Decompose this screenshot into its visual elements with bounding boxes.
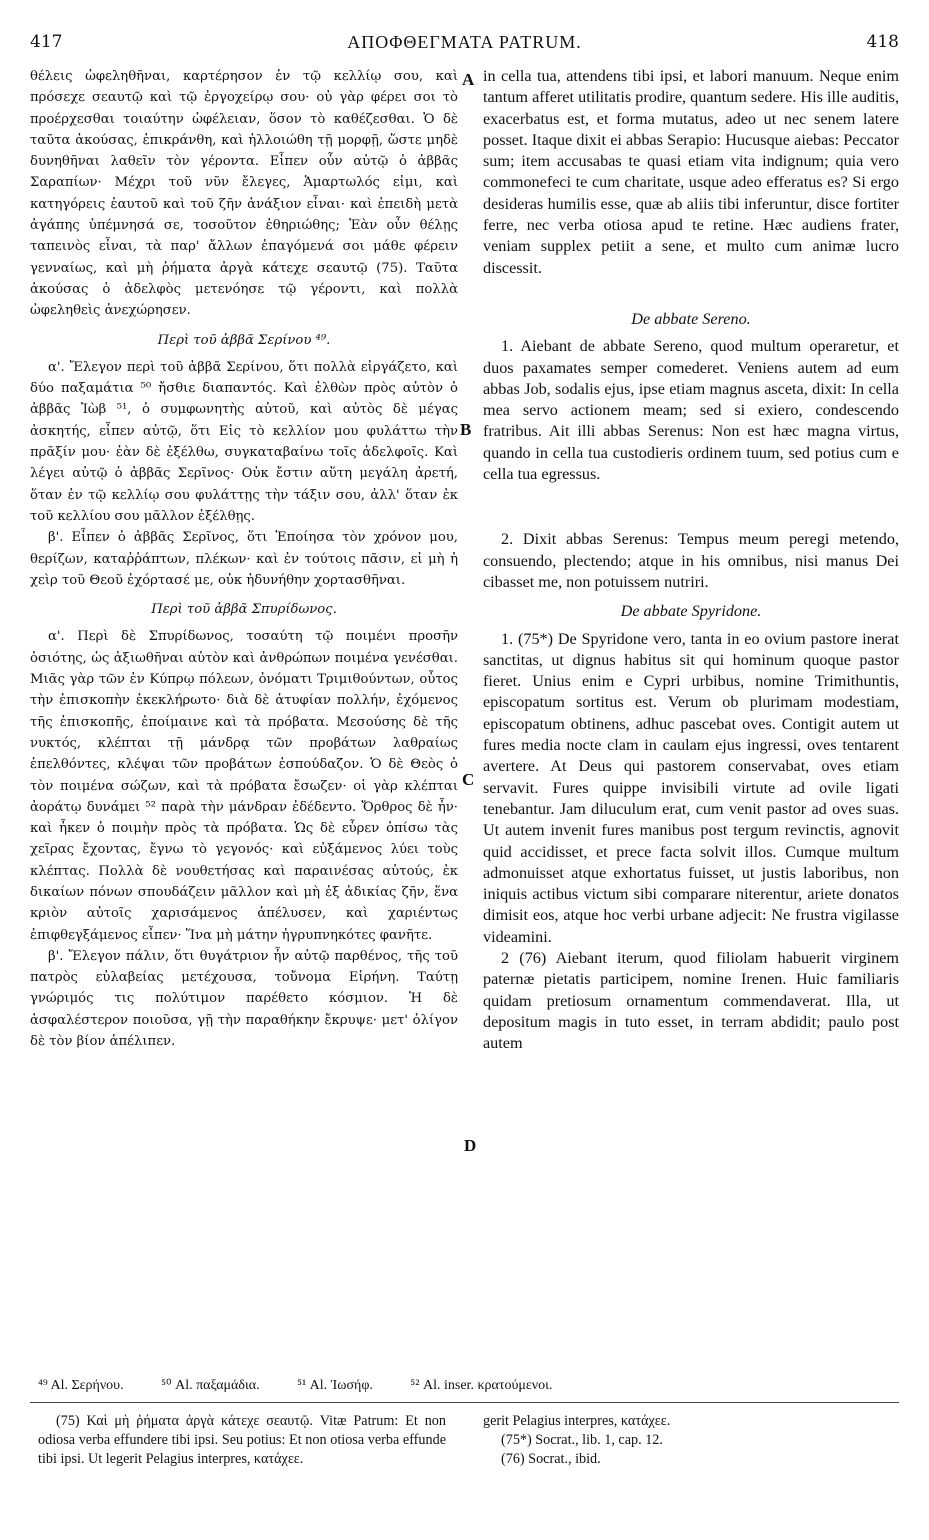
footnote: ⁴⁹ Al. Σερήνου. [38,1378,124,1393]
latin-column [483,66,899,1054]
editor-note-75 [38,1412,446,1469]
section-marker-a: A [462,70,475,89]
greek-paragraph: β'. Ἔλεγον πάλιν, ὅτι θυγάτριον ἦν αὐτῷ παρθένος, τῆς τοῦ πατρὸς εὐλαβείας μετέχουσα, τοὔνομα Εἰρήνη. Ταύτῃ γνώριμός τις πολύτιμον παρέθετο κόσμιον. Ἡ δὲ ἀσφαλέστερον ποιοῦσα, γῇ τὴν παραθήκην ἔκρυψε· μετ' ὀλίγον δὲ τὸν βίον ἀπέλιπεν. [30,948,458,1050]
page-number-right: 418 [866,32,899,52]
greek-heading-serinus: Περὶ τοῦ ἀββᾶ Σερίνου ⁴⁹. [157,332,331,348]
page-number-left: 417 [30,32,63,52]
note-76: (76) Socrat., ibid. [501,1451,601,1467]
note-75-star: (75*) Socrat., lib. 1, cap. 12. [501,1432,663,1448]
latin-heading-spyridone: De abbate Spyridone. [620,602,762,621]
greek-paragraph: α'. Ἔλεγον περὶ τοῦ ἀββᾶ Σερίνου, ὅτι πολλὰ εἰργάζετο, καὶ δύο παξαμάτια ⁵⁰ ἤσθιε διαπαντός. Καὶ ἐλθὼν πρὸς αὐτὸν ὁ ἀββᾶς Ἰὼβ ⁵¹, ὁ συμφωνητὴς αὐτοῦ, καὶ αὐτὸς δὲ μέγας ἀσκητής, εἶπεν αὐτῷ, ὅτι Εἰς τὸ κελλίον μου φυλάττω τὴν πρᾶξίν μου· ἐὰν δὲ ἐξέλθω, συγκαταβαίνω τοῖς ἀδελφοῖς. Καὶ λέγει αὐτῷ ὁ ἀββᾶς Σερῖνος· Οὐκ ἔστιν αὕτη μεγάλη ἀρετή, ὅταν ἐν τῷ κελλίῳ σου φυλάττῃς τὴν τάξιν σου, ἀλλ' ὅταν ἐκ τοῦ κελλίου σου μᾶλλον ἐξέλθῃς. [30,359,458,524]
latin-heading-sereno: De abbate Sereno. [631,309,751,328]
footnote: ⁵¹ Al. Ἰωσήφ. [297,1378,373,1393]
footnote: ⁵² Al. inser. κρατούμενοι. [410,1378,553,1393]
page-header [30,32,899,60]
greek-column [30,66,458,1052]
footnote-variants [38,1377,899,1394]
latin-paragraph: 2. Dixit abbas Serenus: Tempus meum peregi metendo, consuendo, plectendo; atque in his omnibus, nisi manus Dei cibasset me, non potuissem nutriri. [483,530,899,591]
divider [30,1402,899,1403]
latin-paragraph: 1. Aiebant de abbate Sereno, quod multum operaretur, et duos paxamates semper comederet. Veniens autem ad eum abbas Job, sodalis ejus, ipse etiam magnus asceta, dixit: In cella mea servo actionem meam; sed si exiero, condescendo fratribus. Ait illi abbas Serenus: Non est hæc magna virtus, quando in cella tua custodieris ordinem tuum, sed potius cum e cella tua egressus. [483,337,899,484]
greek-paragraph: θέλεις ὠφεληθῆναι, καρτέρησον ἐν τῷ κελλίῳ σου, καὶ πρόσεχε σεαυτῷ καὶ τῷ ἐργοχείρῳ σου· οὐ γὰρ φέρει σοι τὸ προέρχεσθαι τοιαύτην ὠφέλειαν, ὅσον τὸ καθέζεσθαι. Ὁ δὲ ταῦτα ἀκούσας, ἐπικράνθη, καὶ ἠλλοιώθη τῇ μορφῇ, ὥστε μηδὲ δυνηθῆναι λαθεῖν τὸν γέροντα. Εἶπεν οὖν αὐτῷ ὁ ἀββᾶς Σαραπίων· Μέχρι τοῦ νῦν ἔλεγες, Ἁμαρτωλός εἰμι, καὶ κατηγόρεις ἑαυτοῦ καὶ τοῦ ζῆν ἀνάξιον εἶναι· καὶ ἐπειδὴ μετὰ ἀγάπης ὑπέμνησά σε, τοσοῦτον ἐθηριώθης; Ἐὰν οὖν θέλῃς ταπεινὸς εἶναι, τὰ παρ' ἄλλων ἐπαγόμενά σοι μάθε φέρειν γενναίως, καὶ μὴ ῥήματα ἀργὰ κάτεχε σεαυτῷ (75). Ταῦτα ἀκούσας ὁ ἀδελφὸς μετενόησε τῷ γέροντι, καὶ πολλὰ ὠφεληθεὶς ἀνεχώρησεν. [30,69,458,319]
greek-paragraph: β'. Εἶπεν ὁ ἀββᾶς Σερῖνος, ὅτι Ἐποίησα τὸν χρόνον μου, θερίζων, καταῤῥάπτων, πλέκων· καὶ ἐν τούτοις πᾶσιν, εἰ μὴ ἡ χεὶρ τοῦ Θεοῦ ἐχόρτασέ με, οὐκ ἠδυνήθην χορτασθῆναι. [30,530,458,588]
note-continuation: gerit Pelagius interpres, κατάχεε. [483,1413,671,1429]
running-title: ΑΠΟΦΘΕΓΜΑΤΑ PATRUM. [347,32,582,52]
greek-paragraph: α'. Περὶ δὲ Σπυρίδωνος, τοσαύτη τῷ ποιμένι προσῆν ὁσιότης, ὡς ἀξιωθῆναι αὐτὸν καὶ ἀνθρώπων ποιμένα γενέσθαι. Μιᾶς γὰρ τῶν ἐν Κύπρῳ πόλεων, ὀνόματι Τριμιθούντων, οὗτος τὴν ἐπισκοπὴν ἐκεκλήρωτο· διὰ δὲ ἀτυφίαν πολλήν, ἐχόμενος τῆς ἐπισκοπῆς, ἐποίμαινε καὶ τὰ πρόβατα. Μεσούσης δὲ τῆς νυκτός, κλέπται τῇ μάνδρᾳ τῶν προβάτων λαθραίως ἐπελθόντες, κλέψαι τῶν προβάτων ἐσπούδαζον. Ὁ δὲ Θεὸς ὁ τὸν ποιμένα σώζων, καὶ τὰ πρόβατα ἔσωζεν· οἱ γὰρ κλέπται ἀοράτῳ δυνάμει ⁵² παρὰ τὴν μάνδραν ἐδέδεντο. Ὄρθρος δὲ ἦν· καὶ ἧκεν ὁ ποιμὴν πρὸς τὰ πρόβατα. Ὡς δὲ εὗρεν ὀπίσω τὰς χεῖρας ἔχοντας, ἔγνω τὸ γεγονός· καὶ εὐξάμενος λύει τοὺς κλέπτας. Πολλὰ δὲ νουθετήσας καὶ παραινέσας αὐτούς, ἐκ δικαίων πόνων σπουδάζειν μᾶλλον καὶ μὴ ἐξ ἀδικίας ζῆν, ἕνα κριὸν αὐτοῖς χαρισάμενος ἀπέλυσεν, καὶ χαριέντως ἐπιφθεγξάμενος εἶπεν· Ἵνα μὴ μάτην ἠγρυπνηκότες φανῆτε. [30,629,458,943]
latin-paragraph: 1. (75*) De Spyridone vero, tanta in eo ovium pastore inerat sanctitas, ut dignus habitus sit qui hominum quoque pastor fieret. Unius enim e Cypri urbibus, nomine Trimithuntis, episcopatum sortitus est. Verum ob plurimam modestiam, episcopatum obtinens, adhuc pascebat oves. Contigit autem ut fures media nocte clam in caulam ejus ingressi, oves tentarent avertere. At Deus qui pastorem conservabat, oves etiam servavit. Fures quippe invisibili virtute ad ovile ligati tenebantur. Jam diluculum erat, cum venit pastor ad oves suas. Ut autem invenit fures manibus post tergum revinctis, agnovit quid accidisset, et prece facta solvit illos. Cumque multum admonuisset atque exhortatus fuisset, ut justis laboribus, non iniquis actibus victum sibi comparare niterentur, ariete donatos dimisit eos, atque hoc verbi urbane adjecit: Ne frustra vigilasse videamini. [483,629,899,946]
note-text: (75) Καὶ μὴ ῥήματα ἀργὰ κάτεχε σεαυτῷ. Vitæ Patrum: Et non odiosa verba effundere tibi ipsi. Seu potius: Et non otiosa verba effunde tibi ipsi. Ut legerit Pelagius interpres, κατάχεε. [38,1413,446,1467]
latin-paragraph: in cella tua, attendens tibi ipsi, et labori manuum. Neque enim tantum afferet utilitatis prodire, quantum sedere. His ille auditis, exacerbatus est, et forma mutatus, adeo ut nec senem latere posset. Itaque dixit ei abbas Serapio: Hucusque aiebas: Peccator sum; item accusabas te quasi etiam vita indignum; quia vero commonefeci te cum charitate, usque adeo efferatus es? Si ergo desideras humilis esse, quæ ab aliis tibi inferuntur, disce fortiter ferre, nec verba otiosa apud te retine. Hæc audiens frater, veniam supplex petiit a sene, et multo cum animæ lucro discessit. [483,67,899,277]
section-marker-c: C [462,770,475,789]
section-marker-d: D [464,1136,477,1155]
footnote: ⁵⁰ Al. παξαμάδια. [161,1378,260,1393]
editor-notes-right [483,1412,899,1469]
section-marker-b: B [460,420,472,439]
latin-paragraph: 2 (76) Aiebant iterum, quod filiolam habuerit virginem paternæ pietatis participem, nomine Irenen. Huic familiaris quidam pretiosum ornamentum commendaverat. Illa, ut depositum magis in tuto esset, in terram abdidit; paulo post autem [483,948,899,1053]
greek-heading-spyridon: Περὶ τοῦ ἀββᾶ Σπυρίδωνος. [151,602,337,618]
